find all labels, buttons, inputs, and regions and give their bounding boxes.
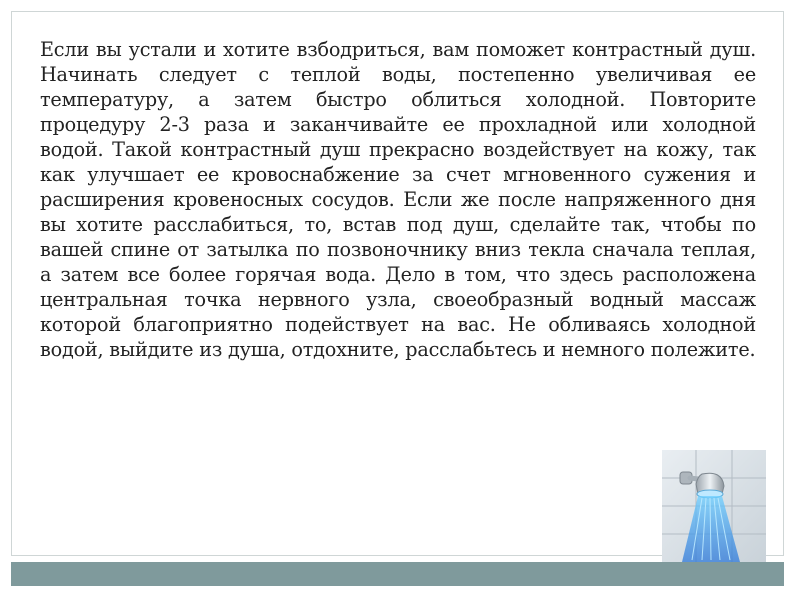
shower-head-icon xyxy=(662,450,766,562)
footer-bar xyxy=(11,562,784,586)
slide-body-text: Если вы устали и хотите взбодриться, вам поможет контрастный душ. Начинать следует с теплой воды, постепенно увеличивая ее температуру, а затем быстро облиться холодной. Повторите процедуру 2-3 раза и заканчивайте ее прохладной или холодной водой. Такой контрастный душ прекрасно воздействует на кожу, так как улучшает ее кровоснабжение за счет мгновенного сужения и расширения кровеносных сосудов. Если же после напряженного дня вы хотите расслабиться, то, встав под душ, сделайте так, чтобы по вашей спине от затылка по позвоночнику вниз текла сначала теплая, а затем все более горячая вода. Дело в том, что здесь расположена центральная точка нервного узла, своеобразный водный массаж которой благоприятно подействует на вас. Не обливаясь холодной водой, выйдите из душа, отдохните, расслабьтесь и немного полежите. xyxy=(40,38,756,361)
